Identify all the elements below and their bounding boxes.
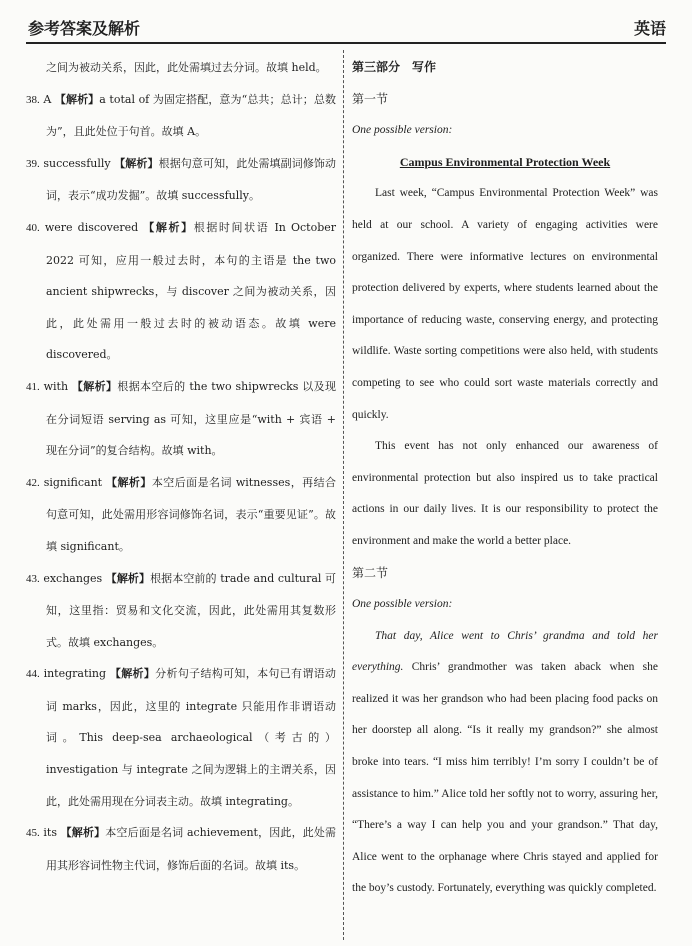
- section1-version-label: One possible version:: [352, 124, 453, 137]
- explanation: 本空后面是名词 achievement，因此，此处需用其形容词性物主代词，修饰后面的名词。故填 its。: [46, 826, 337, 872]
- answer-item-42: 42. significant 【解析】本空后面是名词 witnesses，再结合句意可知，此处需用形容词修饰名词，表示“重要见证”。故填 significant。: [26, 475, 337, 553]
- answer: exchanges: [43, 571, 103, 585]
- explanation: 本空后面是名词 witnesses，再结合句意可知，此处需用形容词修饰名词，表示“重要见证”。故填 significant。: [46, 475, 337, 553]
- writing-column: [352, 52, 658, 905]
- answer-item-41: 41. with 【解析】根据本空后的 the two shipwrecks 以及现在分词短语 serving as 可知，这里应是“with + 宾语 + 现在分词”的复合结构。故填 with。: [26, 379, 337, 458]
- explanation: 根据本空后的 the two shipwrecks 以及现在分词短语 serving as 可知，这里应是“with + 宾语 + 现在分词”的复合结构。故填 with。: [46, 379, 337, 458]
- continuation-text: 之间为被动关系，因此，此处需填过去分词。故填 held。: [46, 61, 327, 74]
- section2-version-label: One possible version:: [352, 598, 453, 611]
- answer-item-43: 43. exchanges 【解析】根据本空前的 trade and cultural 可知，这里指：贸易和文化交流，因此，此处需用其复数形式。故填 exchanges。: [26, 571, 337, 649]
- story-paragraph: [352, 621, 658, 905]
- analysis-tag: 【解析】: [106, 475, 152, 489]
- answer: successfully: [43, 156, 111, 170]
- analysis-tag: 【解析】: [71, 379, 118, 393]
- answer: its: [43, 826, 57, 840]
- explanation: 分析句子结构可知，本句已有谓语动词 marks，因此，这里的 integrate 只能用作非谓语动词。This deep-sea archaeological（考古的）investigation 与 integrate 之间为逻辑上的主谓关系，因此，此处需用现在分词表主动。故填 integrating。: [46, 667, 337, 808]
- explanation: a total of 为固定搭配，意为“总共；总计；总数为”，且此处位于句首。故填 A。: [46, 92, 337, 139]
- answer: significant: [43, 475, 103, 489]
- analysis-tag: 【解析】: [143, 220, 194, 234]
- section2-heading: 第二节: [352, 565, 389, 580]
- answer: with: [43, 379, 69, 393]
- essay-paragraph-2: This event has not only enhanced our awareness of environmental protection but also inspired us to take practical actions in our daily lives. It is our responsibility to protect the environment and make the world a better place.: [352, 440, 658, 547]
- answer: integrating: [43, 667, 107, 681]
- analysis-tag: 【解析】: [114, 156, 159, 170]
- answer-item-39: 39. successfully 【解析】根据句意可知，此处需填副词修饰动词，表示“成功发掘”。故填 successfully。: [26, 156, 337, 203]
- column-divider: [343, 50, 344, 940]
- explanation: 根据时间状语 In October 2022 可知，应用一般过去时，本句的主语是 the two ancient shipwrecks，与 discover 之间为被动关系，因此，此处需用一般过去时的被动语态。故填 were discovered。: [46, 220, 337, 362]
- page-header: [26, 8, 666, 44]
- answer-explanations-column: [26, 52, 336, 881]
- analysis-tag: 【解析】: [105, 571, 151, 585]
- explanation: 根据句意可知，此处需填副词修饰动词，表示“成功发掘”。故填 successfully。: [46, 156, 337, 203]
- answer-item-45: 45. its 【解析】本空后面是名词 achievement，因此，此处需用其形容词性物主代词，修饰后面的名词。故填 its。: [26, 826, 337, 872]
- answer-item-44: 44. integrating 【解析】分析句子结构可知，本句已有谓语动词 marks，因此，这里的 integrate 只能用作非谓语动词。This deep-sea archaeological（考古的）investigation 与 integrate 之间为逻辑上的主谓关系，因此，此处需用现在分词表主动。故填 integrating。: [26, 667, 337, 808]
- answer: were discovered: [44, 220, 139, 234]
- analysis-tag: 【解析】: [54, 92, 100, 106]
- essay-paragraph-1: Last week, “Campus Environmental Protection Week” was held at our school. A variety of engaging activities were organized. There were informative lectures on environmental protection delivered by experts, where students learned about the importance of reducing waste, conserving energy, and protecting wildlife. Waste sorting competitions were also held, with students competing to see who could sort waste materials correctly and quickly.: [352, 187, 658, 421]
- analysis-tag: 【解析】: [109, 667, 156, 681]
- story-opening: That day, Alice went to Chris’ grandma and told her everything.: [352, 629, 658, 674]
- story-continuation: Chris’ grandmother was taken aback when she realized it was her grandson who had been placing food packs on her doorstep all along. “Is it really my grandson?” she almost broke into tears. “I miss him terribly! I’m sorry I couldn’t be of assistance to him.” Alice told her softly not to worry, assuring her, “There’s a way I can help you and your grandson.” That day, Alice went to the orphanage where Chris stayed and applied for the boy’s custody. Fortunately, everything was quickly completed.: [352, 661, 658, 895]
- answer: A: [43, 92, 52, 106]
- header-subject: 英语: [633, 19, 666, 38]
- header-title: 参考答案及解析: [28, 19, 141, 38]
- section1-heading: 第一节: [352, 91, 389, 106]
- essay-title: Campus Environmental Protection Week: [399, 154, 611, 169]
- part-heading: 第三部分 写作: [352, 60, 437, 74]
- analysis-tag: 【解析】: [60, 826, 106, 840]
- explanation: 根据本空前的 trade and cultural 可知，这里指：贸易和文化交流，因此，此处需用其复数形式。故填 exchanges。: [46, 571, 337, 649]
- answer-item-40: 40. were discovered 【解析】根据时间状语 In October 2022 可知，应用一般过去时，本句的主语是 the two ancient shipwrecks，与 discover 之间为被动关系，因此，此处需用一般过去时的被动语态。故填 were discovered。: [26, 220, 337, 362]
- answer-item-38: 38. A 【解析】a total of 为固定搭配，意为“总共；总计；总数为”，且此处位于句首。故填 A。: [26, 92, 337, 139]
